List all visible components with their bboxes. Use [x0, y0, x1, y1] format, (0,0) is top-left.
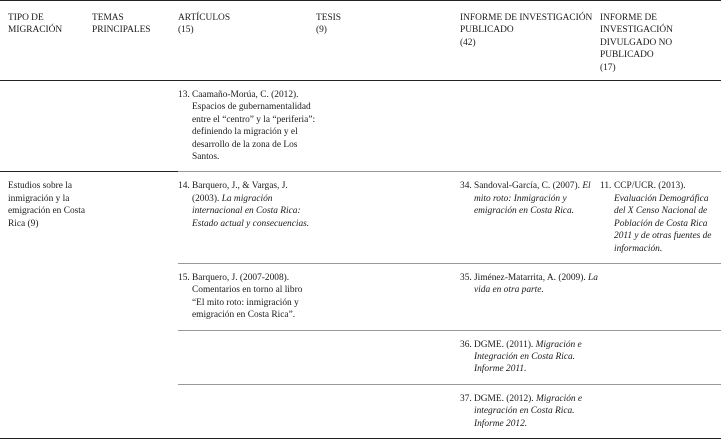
- cell-informe-pub: [460, 330, 600, 384]
- cell-tipo-migracion: [0, 330, 92, 384]
- reference-text: [192, 180, 316, 230]
- cell-tesis: [316, 330, 460, 384]
- header-count: (9): [316, 25, 327, 36]
- reference-entry: [460, 272, 600, 297]
- reference-text: [474, 272, 600, 297]
- cell-informe-pub: [460, 172, 600, 263]
- cell-articulo: [178, 263, 316, 330]
- reference-title: La vida en otra parte.: [474, 272, 598, 296]
- reference-number: 37.: [460, 393, 472, 404]
- reference-entry: [178, 89, 316, 163]
- reference-text: [474, 393, 600, 430]
- reference-citation: Barquero, J. (2007-2008). Comentarios en torno al libro “El mito roto: inmigración y emigración en Costa Rica”.: [192, 272, 303, 321]
- reference-title: Migración e Integración en Costa Rica. Informe 2011.: [474, 339, 582, 375]
- reference-text: [192, 89, 316, 163]
- reference-number: 14.: [178, 181, 190, 192]
- reference-text: [192, 272, 316, 322]
- header-count: (15): [178, 25, 194, 36]
- reference-entry: [178, 272, 316, 322]
- header-label: ARTÍCULOS: [178, 13, 231, 23]
- table-row: [0, 81, 721, 172]
- reference-entry: [600, 180, 721, 254]
- header-label: INFORME DE INVESTIGACIÓN PUBLICADO: [460, 13, 593, 36]
- cell-temas-principales: [92, 172, 178, 263]
- reference-number: 13.: [178, 90, 190, 101]
- cell-temas-principales: [92, 263, 178, 330]
- header-informe-publicado: [460, 1, 600, 81]
- reference-number: 15.: [178, 272, 190, 283]
- header-label: TESIS: [316, 13, 342, 23]
- reference-title: Migración e integración en Costa Rica. Informe 2012.: [474, 393, 583, 429]
- reference-citation: Jiménez-Matarrita, A. (2009).: [474, 272, 589, 283]
- reference-citation: DGME. (2012).: [474, 393, 536, 404]
- cell-temas-principales: [92, 384, 178, 438]
- cell-tesis: [316, 384, 460, 438]
- cell-articulo: [178, 81, 316, 172]
- table-row: [0, 172, 721, 263]
- cell-articulo: [178, 384, 316, 438]
- cell-temas-principales: [92, 81, 178, 172]
- header-temas-principales: [92, 1, 178, 81]
- reference-citation: Barquero, J., & Vargas, J. (2003).: [192, 181, 288, 204]
- reference-citation: CCP/UCR. (2013).: [614, 181, 686, 192]
- header-label: INFORME DE INVESTIGACIÓN DIVULGADO NO PUBLICADO: [600, 13, 673, 61]
- cell-tipo-migracion: [0, 263, 92, 330]
- cell-tesis: [316, 172, 460, 263]
- cell-informe-div: [600, 330, 721, 384]
- reference-number: 36.: [460, 339, 472, 350]
- header-articulos: [178, 1, 316, 81]
- reference-entry: [178, 180, 316, 230]
- header-count: (17): [600, 62, 616, 73]
- cell-tesis: [316, 263, 460, 330]
- reference-entry: [460, 339, 600, 376]
- reference-number: 34.: [460, 181, 472, 192]
- cell-articulo: [178, 330, 316, 384]
- reference-citation: DGME. (2011).: [474, 339, 536, 350]
- table-row: [0, 384, 721, 438]
- reference-entry: [460, 393, 600, 430]
- cell-informe-div: [600, 263, 721, 330]
- table-header-row: [0, 1, 721, 81]
- table-row: [0, 330, 721, 384]
- reference-title: El mito roto: Inmigración y emigración en Costa Rica.: [474, 181, 591, 217]
- reference-number: 35.: [460, 272, 472, 283]
- reference-text: [474, 339, 600, 376]
- reference-citation: Sandoval-García, C. (2007).: [474, 181, 583, 192]
- reference-title: Evaluación Demográfica del X Censo Nacional de Población de Costa Rica 2011 y de otras fuentes de información.: [614, 193, 712, 254]
- header-informe-divulgado: [600, 1, 721, 81]
- reference-text: [614, 180, 721, 254]
- reference-entry: [460, 180, 600, 217]
- cell-tesis: [316, 81, 460, 172]
- cell-informe-div: [600, 81, 721, 172]
- reference-title: La migración internacional en Costa Rica: Estado actual y consecuencias.: [192, 193, 310, 229]
- cell-informe-pub: [460, 81, 600, 172]
- reference-number: 11.: [600, 181, 612, 192]
- cell-informe-div: [600, 384, 721, 438]
- header-tesis: [316, 1, 460, 81]
- cell-temas-principales: [92, 330, 178, 384]
- reference-citation: Caamaño-Morúa, C. (2012). Espacios de gubernamentalidad entre el “centro” y la “periferia”: definiendo la migración y el desarrollo de la zona de Los Santos.: [192, 90, 316, 163]
- header-count: (42): [460, 37, 476, 48]
- header-tipo-migracion: [0, 1, 92, 81]
- cell-informe-div: [600, 172, 721, 263]
- cell-tipo-migracion: [0, 81, 92, 172]
- header-label: TEMAS PRINCIPALES: [92, 13, 151, 36]
- cell-informe-pub: [460, 384, 600, 438]
- table-body: [0, 81, 721, 439]
- reference-text: [474, 180, 600, 217]
- header-label: TIPO DE MIGRACIÓN: [8, 13, 63, 36]
- cell-informe-pub: [460, 263, 600, 330]
- cell-tipo-migracion: Estudios sobre la inmigración y la emigración en Costa Rica (9): [0, 172, 92, 263]
- cell-articulo: [178, 172, 316, 263]
- table-row: [0, 263, 721, 330]
- cell-tipo-migracion: [0, 384, 92, 438]
